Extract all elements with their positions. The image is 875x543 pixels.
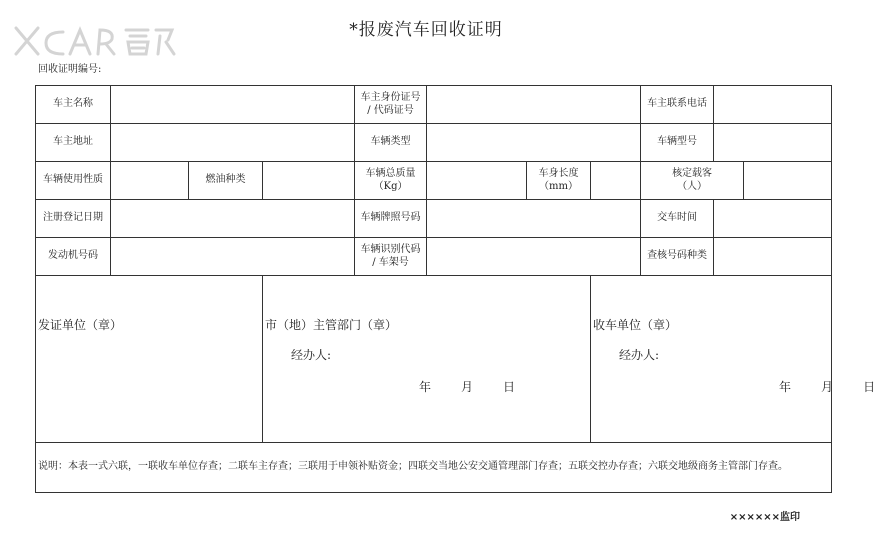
month-label: 月	[461, 380, 474, 394]
collector-date	[749, 380, 875, 395]
label-engine-no: 发动机号码	[36, 238, 111, 276]
authority-seal-cell	[263, 276, 591, 443]
form-row-address	[36, 124, 832, 162]
month-label: 月	[821, 380, 834, 394]
field-body-length[interactable]	[591, 162, 641, 200]
label-vehicle-type: 车辆类型	[355, 124, 427, 162]
field-owner-phone[interactable]	[714, 86, 832, 124]
issuer-seal-label: 发证单位（章）	[38, 318, 123, 332]
label-body-length: 车身长度 （mm）	[527, 162, 591, 200]
authority-seal-label: 市（地）主管部门（章）	[265, 318, 398, 332]
label-handover-time: 交车时间	[641, 200, 714, 238]
label-owner-id: 车主身份证号 / 代码证号	[355, 86, 427, 124]
label-seats: 核定载客 （人）	[641, 162, 744, 200]
day-label: 日	[863, 380, 875, 394]
label-plate-no: 车辆牌照号码	[355, 200, 427, 238]
label-reg-date: 注册登记日期	[36, 200, 111, 238]
authority-handler-label: 经办人:	[291, 348, 332, 362]
label-owner-address: 车主地址	[36, 124, 111, 162]
form-row-specs	[36, 162, 832, 200]
form-row-engine	[36, 238, 832, 276]
day-label: 日	[503, 380, 516, 394]
field-plate-no[interactable]	[427, 200, 641, 238]
collector-seal-label: 收车单位（章）	[593, 318, 678, 332]
year-label: 年	[419, 380, 432, 394]
label-use-nature: 车辆使用性质	[36, 162, 111, 200]
field-vehicle-type[interactable]	[427, 124, 641, 162]
field-use-nature[interactable]	[111, 162, 189, 200]
form-row-owner	[36, 86, 832, 124]
label-vin: 车辆识别代码 / 车架号	[355, 238, 427, 276]
field-owner-name[interactable]	[111, 86, 355, 124]
label-total-mass: 车辆总质量 （Kg）	[355, 162, 427, 200]
form-row-note	[36, 443, 832, 493]
field-vin[interactable]	[427, 238, 641, 276]
field-owner-address[interactable]	[111, 124, 355, 162]
label-fuel-type: 燃油种类	[189, 162, 263, 200]
form-row-registration	[36, 200, 832, 238]
field-owner-id[interactable]	[427, 86, 641, 124]
field-handover-time[interactable]	[714, 200, 832, 238]
field-total-mass[interactable]	[427, 162, 527, 200]
year-label: 年	[779, 380, 792, 394]
collector-seal-cell	[591, 276, 875, 443]
page-title: *报废汽车回收证明	[349, 20, 503, 40]
field-check-type[interactable]	[714, 238, 832, 276]
note-text: 说明：本表一式六联，一联收车单位存查；二联车主存查；三联用于申领补贴资金；四联交当地公安交通管理部门存查；五联交控办存查；六联交地级商务主管部门存查。	[36, 443, 832, 493]
field-fuel-type[interactable]	[263, 162, 355, 200]
recycling-certificate-form	[35, 85, 875, 493]
label-owner-phone: 车主联系电话	[641, 86, 714, 124]
certificate-number-label: 回收证明编号:	[38, 64, 102, 75]
label-vehicle-model: 车辆型号	[641, 124, 714, 162]
label-check-type: 查核号码种类	[641, 238, 714, 276]
field-vehicle-model[interactable]	[714, 124, 832, 162]
seal-footer: ××××××监印	[729, 512, 800, 523]
collector-handler-label: 经办人:	[619, 348, 660, 362]
form-row-signatures	[36, 276, 832, 443]
issuer-seal-cell	[36, 276, 263, 443]
xcar-watermark-logo	[8, 22, 178, 58]
authority-date	[389, 380, 515, 395]
field-engine-no[interactable]	[111, 238, 355, 276]
field-seats[interactable]	[744, 162, 832, 200]
field-reg-date[interactable]	[111, 200, 355, 238]
label-owner-name: 车主名称	[36, 86, 111, 124]
